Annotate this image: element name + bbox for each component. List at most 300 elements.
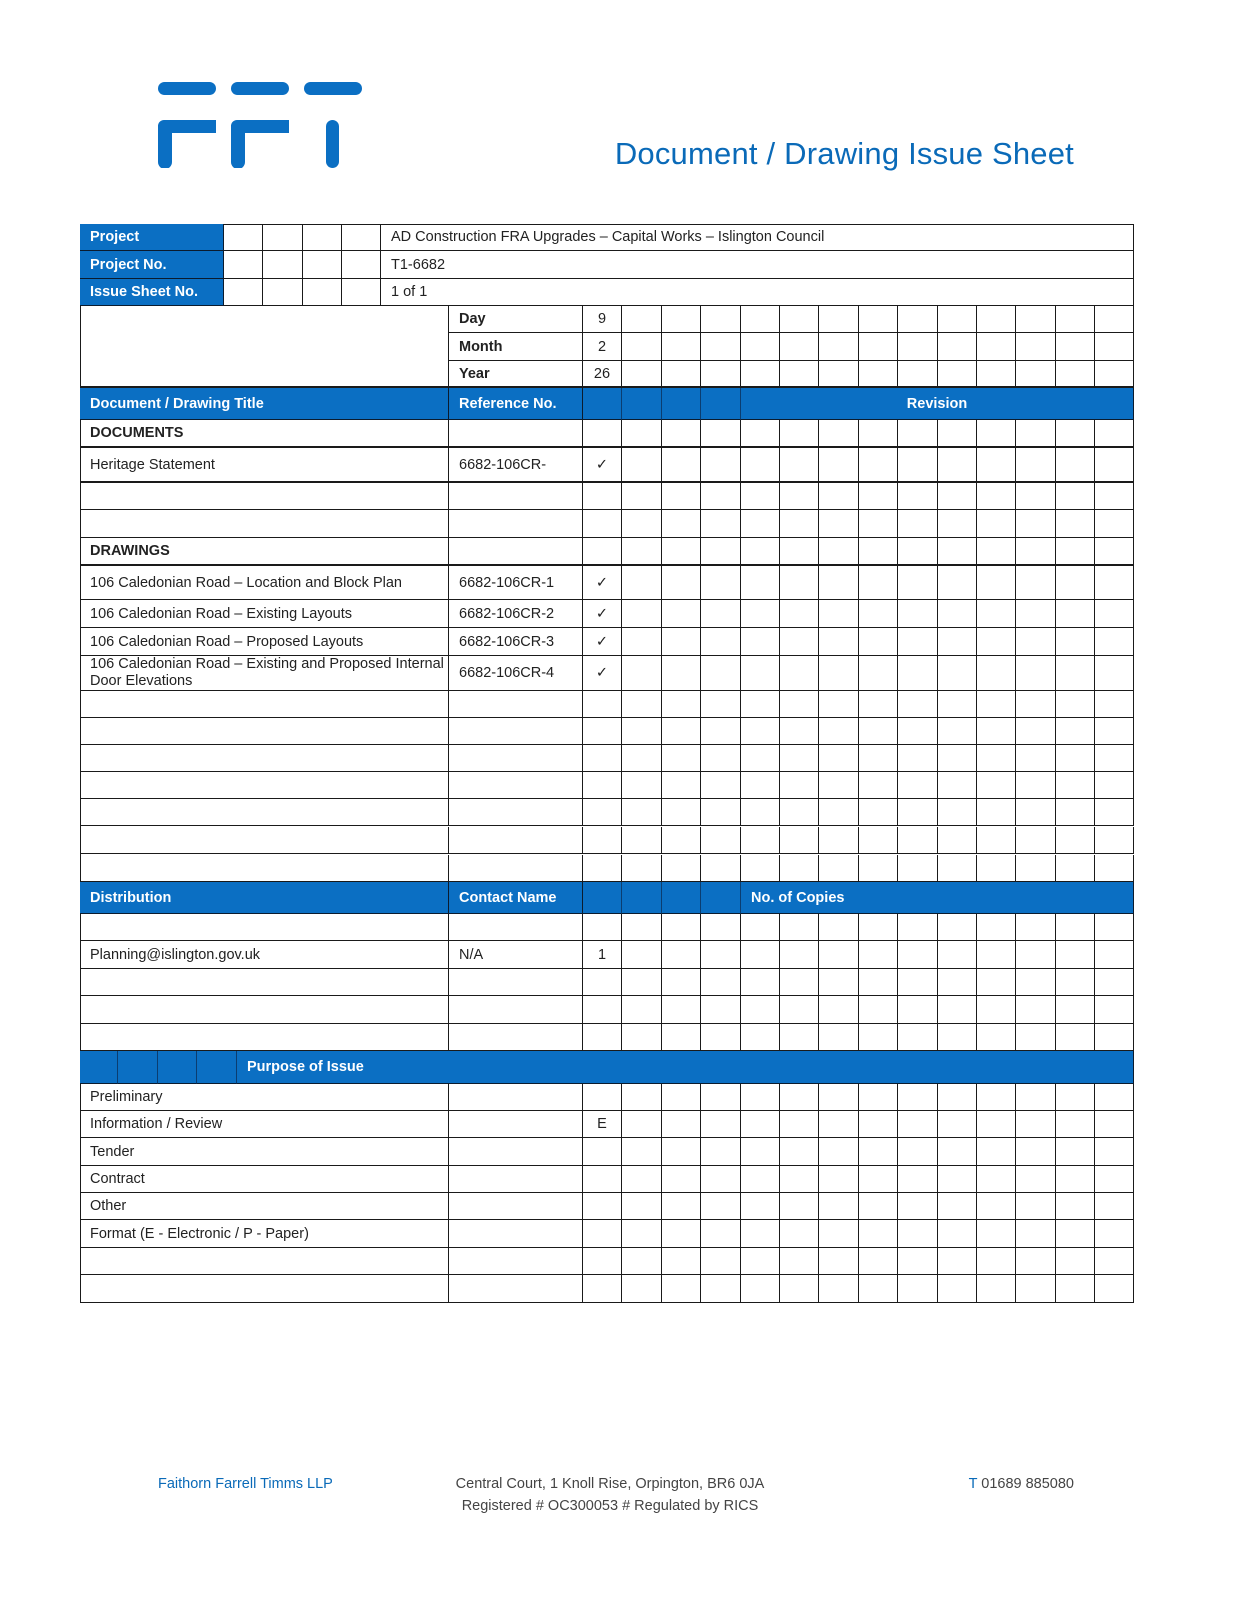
revision-cell (1095, 745, 1134, 772)
project-code-box (263, 251, 303, 279)
date-cell (741, 361, 780, 388)
revision-cell (741, 510, 780, 538)
project-code-box (263, 279, 303, 306)
revision-cell (780, 969, 819, 996)
revision-cell (859, 448, 898, 483)
revision-cell (977, 914, 1016, 941)
revision-cell (701, 566, 741, 600)
revision-cell (741, 772, 780, 799)
revision-cell (583, 538, 622, 566)
revision-cell (662, 996, 701, 1024)
revision-cell (1095, 566, 1134, 600)
revision-cell (898, 600, 938, 628)
revision-cell (780, 1193, 819, 1220)
revision-cell (898, 1248, 938, 1275)
revision-cell (741, 855, 780, 882)
revision-cell (622, 827, 662, 854)
revision-cell (977, 1166, 1016, 1193)
revision-cell (1095, 1111, 1134, 1138)
date-cell (938, 306, 977, 333)
purpose-value (583, 1138, 622, 1166)
revision-cell (1056, 855, 1095, 882)
month-value: 2 (583, 333, 622, 361)
revision-cell (898, 996, 938, 1024)
revision-cell (701, 691, 741, 718)
revision-cell (977, 772, 1016, 799)
header-blank (622, 882, 662, 914)
revision-cell (741, 656, 780, 691)
revision-cell (701, 1084, 741, 1111)
revision-cell (898, 772, 938, 799)
revision-cell (780, 1024, 819, 1051)
revision-cell (701, 628, 741, 656)
revision-cell (1095, 969, 1134, 996)
purpose-item: Tender (80, 1138, 449, 1166)
revision-cell (701, 799, 741, 826)
drawing-reference: 6682-106CR-4 (449, 656, 583, 691)
revision-cell (662, 1220, 701, 1248)
revision-cell (1095, 538, 1134, 566)
revision-cell (938, 448, 977, 483)
revision-cell (741, 566, 780, 600)
revision-cell (622, 1193, 662, 1220)
revision-cell (977, 420, 1016, 448)
revision-cell (819, 600, 859, 628)
revision-cell (622, 628, 662, 656)
date-cell (662, 333, 701, 361)
revision-cell (662, 1111, 701, 1138)
revision-cell (1016, 827, 1056, 854)
revision-cell (859, 855, 898, 882)
header-blank (701, 882, 741, 914)
revision-cell (898, 420, 938, 448)
date-cell (701, 306, 741, 333)
revision-cell (898, 538, 938, 566)
revision-cell (1056, 1138, 1095, 1166)
revision-cell (977, 855, 1016, 882)
revision-cell (977, 996, 1016, 1024)
revision-cell (622, 538, 662, 566)
revision-cell (622, 914, 662, 941)
revision-cell (741, 1248, 780, 1275)
revision-cell (583, 799, 622, 826)
header-reference: Reference No. (449, 388, 583, 420)
revision-cell (741, 600, 780, 628)
revision-cell (701, 600, 741, 628)
distribution-contact: N/A (449, 941, 583, 969)
revision-cell (1056, 656, 1095, 691)
revision-cell (859, 745, 898, 772)
revision-cell (701, 1166, 741, 1193)
row-reference (449, 827, 583, 854)
revision-cell (859, 420, 898, 448)
project-code-box (303, 224, 342, 251)
revision-cell (1056, 483, 1095, 510)
date-cell (780, 333, 819, 361)
revision-cell (1016, 941, 1056, 969)
revision-cell (780, 941, 819, 969)
revision-cell (898, 855, 938, 882)
revision-cell (819, 628, 859, 656)
revision-cell (938, 1138, 977, 1166)
purpose-item: Information / Review (80, 1111, 449, 1138)
revision-cell (859, 718, 898, 745)
revision-cell (819, 656, 859, 691)
revision-cell (701, 718, 741, 745)
company-registration: Registered # OC300053 # Regulated by RICS (461, 1498, 759, 1514)
day-label: Day (449, 306, 583, 333)
revision-cell (1095, 628, 1134, 656)
revision-cell (1016, 855, 1056, 882)
revision-cell (662, 1193, 701, 1220)
revision-cell (583, 420, 622, 448)
date-cell (1016, 361, 1056, 388)
revision-cell (977, 1220, 1016, 1248)
revision-cell (1016, 1138, 1056, 1166)
revision-cell (1056, 448, 1095, 483)
footer-phone (900, 1473, 1074, 1495)
header-copies: No. of Copies (741, 882, 1134, 914)
header-blank (197, 1051, 237, 1084)
revision-cell (977, 538, 1016, 566)
revision-cell (977, 718, 1016, 745)
row-title (80, 510, 449, 538)
revision-cell (938, 855, 977, 882)
revision-cell (859, 799, 898, 826)
revision-cell (1095, 914, 1134, 941)
revision-cell (780, 656, 819, 691)
revision-cell (938, 510, 977, 538)
company-name: Faithorn Farrell Timms LLP (158, 1476, 333, 1492)
revision-cell (977, 448, 1016, 483)
revision-cell (780, 1138, 819, 1166)
revision-cell (1016, 718, 1056, 745)
header-blank (158, 1051, 197, 1084)
revision-cell (780, 996, 819, 1024)
revision-cell (1016, 969, 1056, 996)
date-cell (977, 361, 1016, 388)
revision-cell (701, 827, 741, 854)
revision-cell (1016, 566, 1056, 600)
revision-cell (622, 1111, 662, 1138)
revision-cell (741, 1166, 780, 1193)
revision-cell (1056, 600, 1095, 628)
date-cell (819, 333, 859, 361)
date-cell (622, 333, 662, 361)
project-no-label: Project No. (80, 251, 224, 279)
revision-cell (1056, 772, 1095, 799)
revision-cell (938, 969, 977, 996)
revision-cell (859, 1084, 898, 1111)
row-reference (449, 969, 583, 996)
day-value: 9 (583, 306, 622, 333)
revision-cell (741, 448, 780, 483)
revision-cell (977, 827, 1016, 854)
revision-cell (741, 941, 780, 969)
revision-cell (898, 1193, 938, 1220)
revision-cell (1056, 628, 1095, 656)
row-title (80, 969, 449, 996)
revision-cell (741, 628, 780, 656)
revision-cell (583, 1275, 622, 1303)
revision-cell (977, 1193, 1016, 1220)
revision-cell (898, 1138, 938, 1166)
date-cell (622, 306, 662, 333)
revision-cell (1016, 1248, 1056, 1275)
header-blank (622, 388, 662, 420)
revision-cell (1095, 1024, 1134, 1051)
revision-cell (1056, 799, 1095, 826)
revision-cell (819, 772, 859, 799)
revision-cell (977, 1275, 1016, 1303)
date-cell (662, 361, 701, 388)
revision-cell (1056, 1275, 1095, 1303)
revision-cell (1016, 691, 1056, 718)
phone-prefix: T (968, 1476, 978, 1492)
revision-cell (977, 510, 1016, 538)
date-cell (1016, 306, 1056, 333)
date-cell (1056, 333, 1095, 361)
revision-cell (583, 772, 622, 799)
purpose-item: Format (E - Electronic / P - Paper) (80, 1220, 449, 1248)
row-reference (449, 772, 583, 799)
revision-cell (741, 1084, 780, 1111)
revision-cell (780, 1275, 819, 1303)
revision-cell (662, 656, 701, 691)
revision-cell (859, 914, 898, 941)
revision-cell (898, 483, 938, 510)
revision-cell (583, 914, 622, 941)
revision-cell (622, 799, 662, 826)
revision-cell (898, 1275, 938, 1303)
revision-cell (977, 656, 1016, 691)
revision-cell (977, 483, 1016, 510)
revision-cell (662, 510, 701, 538)
revision-cell (701, 941, 741, 969)
date-cell (1016, 333, 1056, 361)
revision-cell (898, 1084, 938, 1111)
revision-cell (938, 941, 977, 969)
revision-cell (622, 996, 662, 1024)
revision-cell (622, 969, 662, 996)
revision-cell (741, 799, 780, 826)
revision-cell (977, 799, 1016, 826)
row-reference (449, 1193, 583, 1220)
revision-cell (701, 772, 741, 799)
revision-cell (819, 448, 859, 483)
project-code-box (263, 224, 303, 251)
date-cell (741, 306, 780, 333)
row-title (80, 483, 449, 510)
revision-cell (741, 1220, 780, 1248)
revision-cell (1056, 745, 1095, 772)
revision-cell (1016, 1193, 1056, 1220)
revision-cell (1016, 1024, 1056, 1051)
row-reference (449, 538, 583, 566)
revision-cell (898, 1220, 938, 1248)
revision-cell (622, 1220, 662, 1248)
row-reference (449, 1275, 583, 1303)
revision-cell (662, 600, 701, 628)
revision-cell (898, 969, 938, 996)
project-code-box (342, 251, 381, 279)
revision-cell (938, 1111, 977, 1138)
revision-cell (1095, 799, 1134, 826)
revision-cell (622, 941, 662, 969)
revision-cell (819, 1166, 859, 1193)
revision-cell (780, 914, 819, 941)
revision-cell (780, 566, 819, 600)
revision-cell (859, 600, 898, 628)
revision-cell (583, 718, 622, 745)
header-blank (583, 388, 622, 420)
revision-cell (1095, 448, 1134, 483)
revision-mark: ✓ (583, 656, 622, 691)
revision-cell (1095, 1138, 1134, 1166)
row-title (80, 1275, 449, 1303)
revision-cell (701, 914, 741, 941)
revision-cell (898, 718, 938, 745)
distribution-recipient: Planning@islington.gov.uk (80, 941, 449, 969)
revision-cell (819, 1220, 859, 1248)
revision-cell (859, 1138, 898, 1166)
revision-cell (1056, 996, 1095, 1024)
revision-cell (701, 483, 741, 510)
revision-cell (662, 1166, 701, 1193)
revision-cell (701, 538, 741, 566)
revision-cell (741, 420, 780, 448)
revision-cell (898, 1024, 938, 1051)
revision-cell (819, 799, 859, 826)
revision-cell (741, 996, 780, 1024)
drawing-reference: 6682-106CR-2 (449, 600, 583, 628)
revision-cell (938, 914, 977, 941)
revision-cell (898, 941, 938, 969)
revision-cell (780, 691, 819, 718)
revision-cell (780, 483, 819, 510)
date-cell (898, 361, 938, 388)
revision-cell (938, 996, 977, 1024)
row-title (80, 745, 449, 772)
revision-cell (898, 510, 938, 538)
purpose-item: Contract (80, 1166, 449, 1193)
revision-cell (622, 1024, 662, 1051)
row-reference (449, 855, 583, 882)
project-code-box (224, 251, 263, 279)
date-cell (622, 361, 662, 388)
year-label: Year (449, 361, 583, 388)
revision-cell (859, 1275, 898, 1303)
revision-cell (1056, 1024, 1095, 1051)
revision-cell (701, 510, 741, 538)
row-title (80, 914, 449, 941)
revision-cell (1056, 1084, 1095, 1111)
revision-cell (741, 914, 780, 941)
revision-cell (780, 827, 819, 854)
revision-cell (1016, 772, 1056, 799)
row-title (80, 1248, 449, 1275)
row-reference (449, 1220, 583, 1248)
revision-cell (859, 1111, 898, 1138)
revision-cell (1095, 827, 1134, 854)
revision-cell (622, 1248, 662, 1275)
purpose-value (583, 1084, 622, 1111)
revision-cell (977, 691, 1016, 718)
revision-cell (1056, 510, 1095, 538)
header-purpose-of-issue: Purpose of Issue (237, 1051, 1134, 1084)
date-cell (780, 361, 819, 388)
revision-cell (1016, 510, 1056, 538)
revision-cell (1095, 691, 1134, 718)
revision-cell (859, 566, 898, 600)
row-reference (449, 691, 583, 718)
revision-cell (1056, 914, 1095, 941)
revision-cell (622, 1275, 662, 1303)
revision-cell (859, 656, 898, 691)
revision-cell (977, 1084, 1016, 1111)
revision-cell (819, 1193, 859, 1220)
revision-cell (662, 1275, 701, 1303)
date-cell (859, 306, 898, 333)
row-title (80, 799, 449, 826)
drawing-title: 106 Caledonian Road – Existing Layouts (80, 600, 449, 628)
header-document-title: Document / Drawing Title (80, 388, 449, 420)
revision-cell (741, 691, 780, 718)
revision-cell (898, 656, 938, 691)
purpose-value (583, 1193, 622, 1220)
project-code-box (224, 224, 263, 251)
revision-cell (859, 1024, 898, 1051)
revision-cell (819, 566, 859, 600)
header-blank (118, 1051, 158, 1084)
revision-cell (662, 628, 701, 656)
date-cell (977, 333, 1016, 361)
revision-cell (622, 483, 662, 510)
revision-cell (819, 969, 859, 996)
revision-mark: ✓ (583, 448, 622, 483)
footer-address (400, 1473, 820, 1517)
revision-cell (583, 1024, 622, 1051)
revision-cell (938, 1024, 977, 1051)
row-title (80, 691, 449, 718)
revision-cell (977, 1138, 1016, 1166)
revision-cell (938, 1193, 977, 1220)
revision-cell (583, 996, 622, 1024)
revision-cell (583, 1248, 622, 1275)
date-cell (1056, 361, 1095, 388)
revision-cell (1056, 1111, 1095, 1138)
issue-sheet-value: 1 of 1 (381, 279, 1134, 306)
revision-cell (662, 538, 701, 566)
revision-cell (859, 691, 898, 718)
month-label: Month (449, 333, 583, 361)
revision-cell (662, 1248, 701, 1275)
revision-cell (819, 483, 859, 510)
revision-cell (780, 718, 819, 745)
revision-cell (1016, 656, 1056, 691)
date-cell (938, 361, 977, 388)
revision-cell (741, 1193, 780, 1220)
revision-cell (898, 1166, 938, 1193)
revision-cell (1016, 745, 1056, 772)
purpose-item: Other (80, 1193, 449, 1220)
revision-cell (780, 855, 819, 882)
row-reference (449, 510, 583, 538)
revision-cell (622, 772, 662, 799)
row-reference (449, 1138, 583, 1166)
revision-cell (938, 656, 977, 691)
revision-cell (859, 941, 898, 969)
